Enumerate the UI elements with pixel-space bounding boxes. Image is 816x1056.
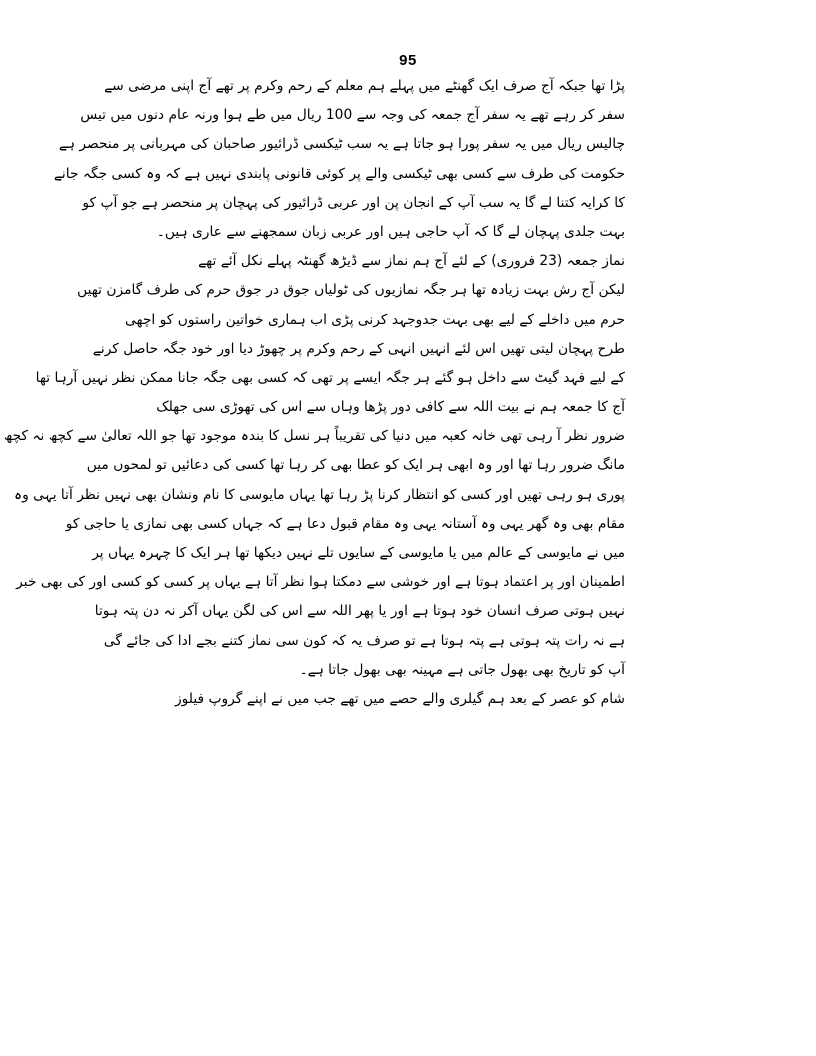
text-line: چالیس ریال میں یہ سفر پورا ہو جاتا ہے یہ سب ٹیکسی ڈرائیور صاحبان کی مہربانی پر منحصر ہے — [58, 136, 625, 153]
text-line: مقام بھی وہ گھر یہی وہ آستانہ یہی وہ مقام قبول دعا ہے کہ جہاں کسی بھی نمازی یا حاجی کو — [65, 515, 625, 532]
paragraph-start-line: شام کو عصر کے بعد ہم گیلری والے حصے میں تھے جب میں نے اپنے گروپ فیلوز — [175, 690, 625, 707]
text-line: سفر کر رہے تھے یہ سفر آج جمعہ کی وجہ سے 100 ریال میں طے ہوا ورنہ عام دنوں میں تیس — [80, 107, 625, 124]
text-line: حکومت کی طرف سے کسی بھی ٹیکسی والے پر کوئی قانونی پابندی نہیں ہے کہ وہ کسی جگہ جانے — [53, 165, 625, 182]
text-line: طرح پہچان لیتی تھیں اس لئے انہیں انہی کے رحم وکرم پر چھوڑ دیا اور خود جگہ حاصل کرنے — [92, 340, 625, 357]
text-line: مانگ ضرور رہا تھا اور وہ ابھی ہر ایک کو عطا بھی کر رہا تھا کسی کی دعائیں تو لمحوں میں — [86, 457, 625, 474]
text-line: کا کرایہ کتنا لے گا یہ سب آپ کے انجان پن اور عربی ڈرائیور کی پہچان پر منحصر ہے جو آپ کو — [82, 194, 625, 211]
text-line: میں نے مایوسی کے عالم میں یا مایوسی کے سایوں تلے نہیں دیکھا تھا ہر ایک کا چہرہ یہاں پر — [92, 545, 625, 561]
page-number: 95 — [399, 52, 417, 69]
paragraph-end-line: بہت جلدی پہچان لے گا کہ آپ حاجی ہیں اور عربی زبان سمجھنے سے عاری ہیں۔ — [156, 223, 625, 240]
text-line: ضرور نظر آ رہی تھی خانہ کعبہ میں دنیا کی تقریباً ہر نسل کا بندہ موجود تھا جو اللہ تعالیٰ سے کچھ نہ کچھ — [3, 428, 625, 445]
text-line: آج کا جمعہ ہم نے بیت اللہ سے کافی دور پڑھا وہاں سے اس کی تھوڑی سی جھلک — [156, 399, 625, 416]
paragraph-end-line: آپ کو تاریخ بھی بھول جاتی ہے مہینہ بھی بھول جاتا ہے۔ — [299, 661, 625, 678]
text-line: حرم میں داخلے کے لیے بھی بہت جدوجہد کرنی پڑی اب ہماری خواتین راستوں کو اچھی — [125, 311, 625, 328]
paragraph-start-line: نماز جمعہ (23 فروری) کے لئے آج ہم نماز سے ڈیڑھ گھنٹہ پہلے نکل آئے تھے — [198, 253, 625, 270]
text-line: اطمینان اور پر اعتماد ہوتا ہے اور خوشی سے دمکتا ہوا نظر آتا ہے یہاں پر کسی کو کسی اور کی بھی خبر — [16, 574, 625, 591]
text-line: کے لیے فہد گیٹ سے داخل ہو گئے ہر جگہ ایسے پر تھی کہ کسی بھی جگہ جانا ممکن نظر نہیں آرہا تھا — [35, 369, 625, 386]
text-line: پوری ہو رہی تھیں اور کسی کو انتظار کرنا پڑ رہا تھا یہاں مایوسی کا نام ونشان بھی نہیں نظر آتا یہی وہ — [13, 486, 625, 503]
text-line: پڑا تھا جبکہ آج صرف ایک گھنٹے میں پہلے ہم معلم کے رحم وکرم پر تھے آج اپنی مرضی سے — [104, 78, 625, 94]
text-line: لیکن آج رش بہت زیادہ تھا ہر جگہ نمازیوں کی ٹولیاں جوق در جوق حرم کی طرف گامزن تھیں — [77, 282, 625, 299]
text-line: ہے نہ رات پتہ ہوتی ہے پتہ ہوتا ہے تو صرف یہ کہ کون سی نماز کتنے بجے ادا کی جائے گی — [103, 632, 625, 649]
body-text — [3, 72, 625, 714]
text-line: نہیں ہوتی صرف انسان خود ہوتا ہے اور یا پھر اللہ سے اس کی لگن یہاں آکر نہ دن پتہ ہوتا — [94, 603, 625, 620]
